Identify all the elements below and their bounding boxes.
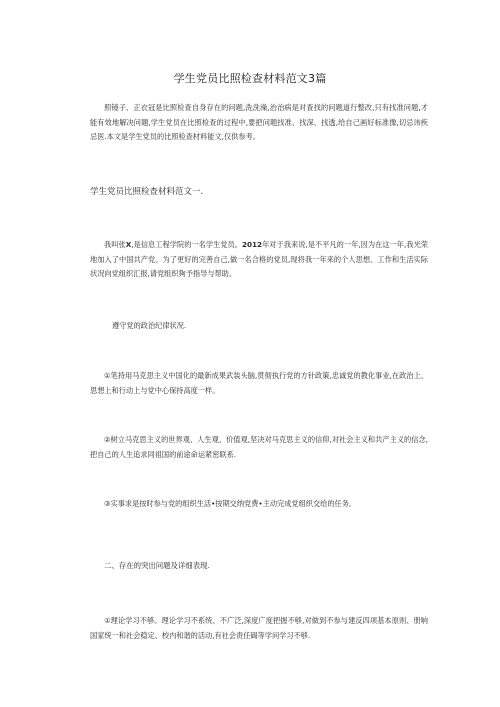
para1-name-x: X	[125, 240, 132, 249]
point-heading: 遵守党的政治纪律状况.	[112, 321, 187, 330]
intro-paragraph	[90, 101, 428, 145]
item-4-text: ①理论学习不够。理论学习不系统、不广泛,深度广度把握不够,对做到不参与建反四项基本原则、册响国家统一和社会稳定、校内和谐的活动,有社会责任碣等学问学习不够.	[90, 616, 428, 640]
para1-text-a: 我叫张	[104, 240, 126, 249]
document-title: 学生党员比照检查材料范文3篇	[173, 72, 327, 85]
intro-text: 照镜子、正衣冠是比照检查自身存在的问题,洗洗澡,治治病是对查找的问题道行整改,只有找准问题,才能有效地解决问題,学生党员在比照检查的过程中,要把问题找准、找深、找透,给自己画好标准像,切忌讳疾忌医.本文是学生党员的比照检查材料能文,仅供参考。	[90, 103, 428, 141]
para1-text-b: ,是信息工程学院的一名学生党员。	[131, 240, 243, 249]
para1-year: 2012	[242, 240, 263, 249]
para1-text-c: 年对于我来说,是不平凡的一年,因为在这一年,我光荣地加入了中国共产党。为了更好的完善自己,做一名合格的党员,现将我一年来的个人思想、工作和生活实际状况向党组织汇报,请党组织夠予指导与帮助。	[90, 240, 428, 278]
section1-heading: 学生党员比照检查材料范文一.	[90, 187, 204, 197]
item-3	[90, 497, 428, 512]
item-2-text: ②树立马克思主义的世界观、人生观、价值观,坚决对马克思主义的信仰,对社会主义和共产主义的信念,把自己的人生追求同祖国的前途命运紧密联系.	[90, 435, 428, 459]
section1-paragraph	[90, 238, 428, 282]
item-1	[90, 369, 428, 398]
item-1-text: ①笔持用马克思主义中国化的最新成果武装头脑,贯彻执行党的方针政策,忠诚党的教化事业,在政治上、思想上和行动上与党中心保持高度一样。	[90, 371, 428, 395]
section2-heading	[90, 560, 210, 571]
item-3-text: ③实事求是按时参与党的组织生活•按期交纳党费•主动完成党组织交给的任务,	[104, 499, 352, 508]
section2-heading-text: 二、存在的突出问题及详细表现.	[104, 561, 210, 570]
item-4	[90, 614, 428, 643]
item-2	[90, 433, 428, 462]
